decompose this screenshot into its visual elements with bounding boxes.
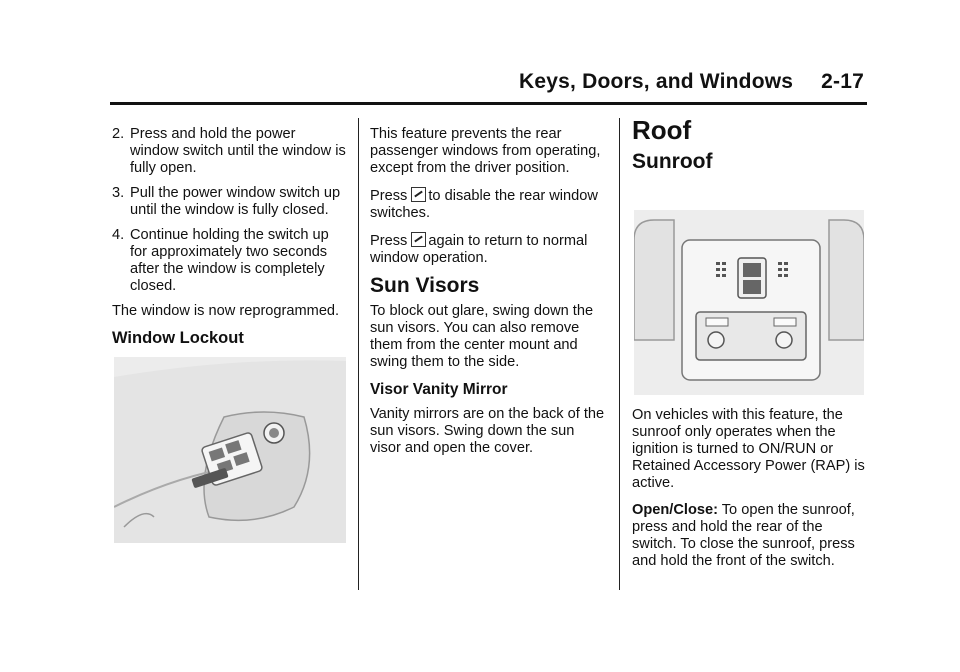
step-number: 3. xyxy=(112,185,125,201)
paragraph-vanity-mirror: Vanity mirrors are on the back of the sun visors. Swing down the sun visor and open the cover. xyxy=(370,406,605,456)
press-disable-text: to disable the rear window switches. xyxy=(370,188,598,221)
list-item xyxy=(112,185,348,219)
page-header xyxy=(110,70,864,100)
press-enable-text: again to return to normal window operation. xyxy=(370,233,588,266)
paragraph-sunroof-feature: On vehicles with this feature, the sunroof only operates when the ignition is turned to ON/RUN or Retained Accessory Power (RAP) is active. xyxy=(632,407,865,491)
open-close-label: Open/Close: xyxy=(632,502,718,518)
window-lockout-icon xyxy=(411,232,426,247)
column-divider-2 xyxy=(619,118,620,590)
column-3-body xyxy=(632,407,866,580)
window-lockout-icon xyxy=(411,187,426,202)
paragraph-reprogrammed: The window is now reprogrammed. xyxy=(112,303,340,319)
header-rule xyxy=(110,102,867,105)
sunroof-switch-illustration xyxy=(634,210,864,395)
column-3 xyxy=(632,115,866,179)
heading-sun-visors: Sun Visors xyxy=(370,274,480,297)
column-1 xyxy=(112,126,348,357)
step-number: 2. xyxy=(112,126,125,142)
header-title: Keys, Doors, and Windows xyxy=(519,70,794,93)
list-item xyxy=(112,227,348,295)
list-item xyxy=(112,126,348,177)
door-panel-icon xyxy=(114,357,346,543)
step-number: 4. xyxy=(112,227,125,243)
paragraph-sun-visors: To block out glare, swing down the sun visors. You can also remove them from the center mount and swing them to the side. xyxy=(370,303,594,370)
paragraph-press-disable xyxy=(370,187,608,222)
overhead-console-icon xyxy=(634,210,864,395)
page-number: 2-17 xyxy=(821,70,864,93)
step-text: Continue holding the switch up for approximately two seconds after the window is completely closed. xyxy=(130,227,329,294)
press-label: Press xyxy=(370,188,408,204)
heading-sunroof: Sunroof xyxy=(632,150,713,173)
heading-window-lockout: Window Lockout xyxy=(112,329,244,347)
press-label: Press xyxy=(370,233,408,249)
column-2 xyxy=(370,126,608,467)
open-close-text: To open the sunroof, press and hold the rear of the switch. To close the sunroof, press and hold the front of the switch. xyxy=(632,502,855,569)
paragraph-lockout-intro: This feature prevents the rear passenger windows from operating, except from the driver position. xyxy=(370,126,601,176)
heading-visor-vanity-mirror: Visor Vanity Mirror xyxy=(370,381,508,398)
paragraph-open-close xyxy=(632,502,866,570)
window-switch-illustration xyxy=(114,357,346,543)
paragraph-press-enable xyxy=(370,232,608,267)
heading-roof: Roof xyxy=(632,115,692,145)
step-text: Pull the power window switch up until the window is fully closed. xyxy=(130,185,341,218)
step-text: Press and hold the power window switch until the window is fully open. xyxy=(130,126,346,176)
column-divider-1 xyxy=(358,118,359,590)
